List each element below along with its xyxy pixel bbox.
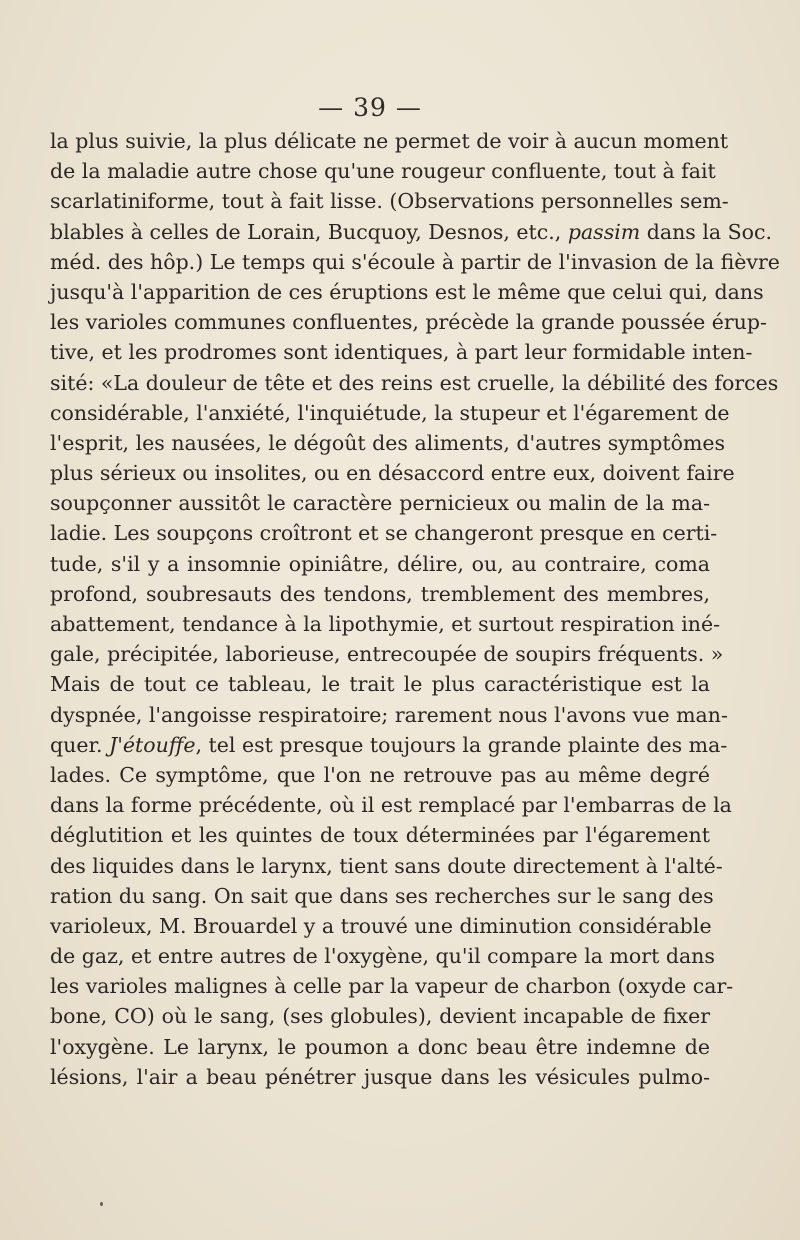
- text-line-30: bone, CO) où le sang, (ses globules), devient incapable de fixer: [50, 1004, 710, 1029]
- text-line-27: varioleux, M. Brouardel y a trouvé une diminution considérable: [50, 913, 712, 938]
- text-line-15: tude, s'il y a insomnie opiniâtre, délire, ou, au contraire, coma: [50, 551, 710, 576]
- text-line-13: soupçonner aussitôt le caractère pernicieux ou malin de la ma-: [50, 491, 710, 516]
- text-line-4: [50, 217, 772, 247]
- text-line-23: dans la forme précédente, où il est remplacé par l'embarras de la: [50, 793, 732, 818]
- text-line-17: abattement, tendance à la lipothymie, et surtout respiration iné-: [50, 612, 721, 636]
- text-line-31: l'oxygène. Le larynx, le poumon a donc beau être indemne de: [50, 1034, 710, 1059]
- ink-speck: [100, 1202, 103, 1206]
- text-line-7: les varioles communes confluentes, précède la grande poussée érup-: [50, 310, 767, 335]
- text-line-21: [50, 730, 728, 760]
- text-line-6: jusqu'à l'apparition de ces éruptions est le même que celui qui, dans: [50, 279, 764, 304]
- text-line-12: plus sérieux ou insolites, ou en désaccord entre eux, doivent faire: [50, 461, 735, 486]
- text-line-29: les varioles malignes à celle par la vapeur de charbon (oxyde car-: [50, 974, 734, 999]
- text-line-8: tive, et les prodromes sont identiques, à part leur formidable inten-: [50, 340, 753, 365]
- text-line-16: profond, soubresauts des tendons, tremblement des membres,: [50, 581, 710, 606]
- text-line-25: des liquides dans le larynx, tient sans doute directement à l'alté-: [50, 853, 723, 878]
- text-line-2: de la maladie autre chose qu'une rougeur confluente, tout à fait: [50, 159, 716, 184]
- italic-jetouffe: J'étouffe: [109, 732, 196, 757]
- text-line-26: ration du sang. On sait que dans ses recherches sur le sang des: [50, 883, 714, 908]
- text-line-18: gale, précipitée, laborieuse, entrecoupée de soupirs fréquents. »: [50, 642, 724, 667]
- body-text: [50, 126, 780, 1092]
- text-line-4-end: dans la Soc.: [640, 219, 772, 244]
- text-line-22: lades. Ce symptôme, que l'on ne retrouve pas au même degré: [50, 762, 710, 787]
- text-line-1: la plus suivie, la plus délicate ne permet de voir à aucun moment: [50, 129, 729, 153]
- text-line-14: ladie. Les soupçons croîtront et se changeront presque en certi-: [50, 521, 718, 546]
- text-line-4-start: blables à celles de Lorain, Bucquoy, Desnos, etc.,: [50, 219, 568, 244]
- text-line-32: lésions, l'air a beau pénétrer jusque dans les vésicules pulmo-: [50, 1064, 710, 1089]
- text-line-9: sité: «La douleur de tête et des reins est cruelle, la débilité des forces: [50, 370, 779, 395]
- italic-passim: passim: [567, 219, 641, 244]
- text-line-21-start: quer.: [50, 732, 110, 757]
- text-line-21-end: , tel est presque toujours la grande plainte des ma-: [195, 732, 728, 757]
- text-line-5: méd. des hôp.) Le temps qui s'écoule à partir de l'invasion de la fièvre: [50, 249, 780, 274]
- text-line-20: dyspnée, l'angoisse respiratoire; rarement nous l'avons vue man-: [50, 702, 728, 727]
- text-line-24: déglutition et les quintes de toux déterminées par l'égarement: [50, 823, 710, 848]
- text-line-19: Mais de tout ce tableau, le trait le plus caractéristique est la: [50, 672, 710, 697]
- text-line-28: de gaz, et entre autres de l'oxygène, qu'il compare la mort dans: [50, 944, 715, 969]
- text-line-10: considérable, l'anxiété, l'inquiétude, la stupeur et l'égarement de: [50, 400, 730, 425]
- text-line-11: l'esprit, les nausées, le dégoût des aliments, d'autres symptômes: [50, 430, 726, 455]
- page-number: — 39 —: [318, 93, 422, 122]
- text-line-3: scarlatiniforme, tout à fait lisse. (Observations personnelles sem-: [50, 189, 729, 214]
